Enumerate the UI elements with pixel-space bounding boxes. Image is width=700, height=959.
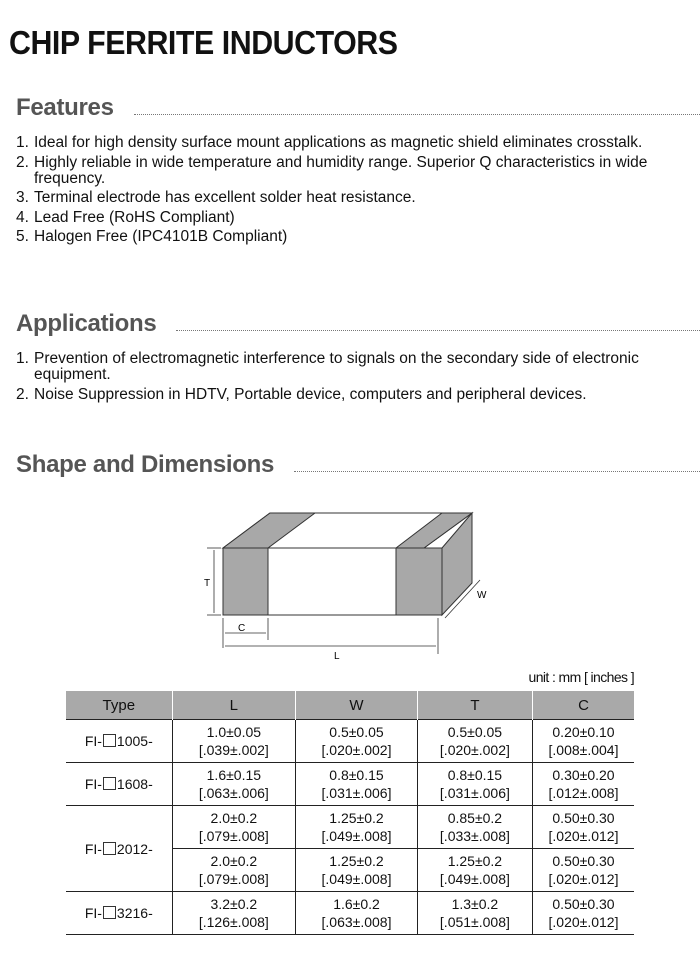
- type-cell: FI- 1005-: [66, 720, 172, 763]
- list-item: 1. Prevention of electromagnetic interference to signals on the secondary side of electronic equipment.: [16, 350, 639, 383]
- col-t-header: T: [417, 691, 532, 720]
- features-list: [16, 135, 686, 249]
- table-header-row: [66, 691, 634, 720]
- l-cell: 2.0±0.2 [.079±.008]: [172, 806, 296, 849]
- l-cell: 3.2±0.2 [.126±.008]: [172, 892, 296, 935]
- shape-heading-row: [16, 449, 700, 479]
- col-c-header: C: [532, 691, 634, 720]
- w-cell: 1.25±0.2 [.049±.008]: [296, 806, 418, 849]
- w-cell: 0.8±0.15 [.031±.006]: [296, 763, 418, 806]
- chip-dimension-diagram: [180, 500, 487, 665]
- checkbox-placeholder-icon: [103, 906, 116, 919]
- l-cell: 1.6±0.15 [.063±.006]: [172, 763, 296, 806]
- table-row: [66, 806, 634, 849]
- table-row: [66, 892, 634, 935]
- l-label: L: [334, 651, 340, 662]
- w-cell: 0.5±0.05 [.020±.002]: [296, 720, 418, 763]
- w-cell: 1.6±0.2 [.063±.008]: [296, 892, 418, 935]
- applications-heading: Applications: [16, 310, 157, 337]
- t-label: T: [204, 578, 211, 589]
- page-title: CHIP FERRITE INDUCTORS: [9, 24, 398, 61]
- c-cell: 0.30±0.20 [.012±.008]: [532, 763, 634, 806]
- list-item: 3. Terminal electrode has excellent solder heat resistance.: [16, 189, 416, 206]
- type-cell: FI- 1608-: [66, 763, 172, 806]
- c-label: C: [238, 623, 246, 634]
- t-cell: 1.25±0.2 [.049±.008]: [417, 849, 532, 892]
- t-cell: 1.3±0.2 [.051±.008]: [417, 892, 532, 935]
- applications-heading-row: [16, 308, 700, 338]
- list-item: 1. Ideal for high density surface mount applications as magnetic shield eliminates crosstalk.: [16, 134, 643, 151]
- left-electrode-front: [223, 548, 268, 615]
- checkbox-placeholder-icon: [103, 842, 116, 855]
- w-label: W: [477, 590, 487, 601]
- col-w-header: W: [296, 691, 418, 720]
- features-heading-row: [16, 92, 700, 122]
- w-cell: 1.25±0.2 [.049±.008]: [296, 849, 418, 892]
- c-cell: 0.50±0.30 [.020±.012]: [532, 806, 634, 849]
- t-cell: 0.5±0.05 [.020±.002]: [417, 720, 532, 763]
- c-cell: 0.50±0.30 [.020±.012]: [532, 849, 634, 892]
- table-row: [66, 763, 634, 806]
- type-cell: FI- 2012-: [66, 806, 172, 892]
- t-cell: 0.85±0.2 [.033±.008]: [417, 806, 532, 849]
- features-heading: Features: [16, 94, 114, 121]
- l-cell: 2.0±0.2 [.079±.008]: [172, 849, 296, 892]
- col-l-header: L: [172, 691, 296, 720]
- l-cell: 1.0±0.05 [.039±.002]: [172, 720, 296, 763]
- list-item: 2. Highly reliable in wide temperature and humidity range. Superior Q characteristics in wide frequency.: [16, 153, 648, 187]
- col-type-header: Type: [66, 691, 172, 720]
- list-item: 5. Halogen Free (IPC4101B Compliant): [16, 228, 288, 245]
- right-electrode-front: [396, 548, 442, 615]
- shape-heading: Shape and Dimensions: [16, 451, 275, 478]
- list-item: 4. Lead Free (RoHS Compliant): [16, 208, 235, 226]
- applications-list: [16, 351, 686, 406]
- table-row: [66, 720, 634, 763]
- dotted-rule: [294, 471, 700, 472]
- list-item: 2. Noise Suppression in HDTV, Portable device, computers and peripheral devices.: [16, 385, 587, 403]
- unit-note: unit : mm [ inches ]: [528, 669, 634, 685]
- dotted-rule: [176, 330, 700, 331]
- c-cell: 0.20±0.10 [.008±.004]: [532, 720, 634, 763]
- type-cell: FI- 3216-: [66, 892, 172, 935]
- c-cell: 0.50±0.30 [.020±.012]: [532, 892, 634, 935]
- t-cell: 0.8±0.15 [.031±.006]: [417, 763, 532, 806]
- checkbox-placeholder-icon: [103, 734, 116, 747]
- checkbox-placeholder-icon: [103, 777, 116, 790]
- dotted-rule: [134, 114, 700, 115]
- dimensions-table: [66, 691, 634, 935]
